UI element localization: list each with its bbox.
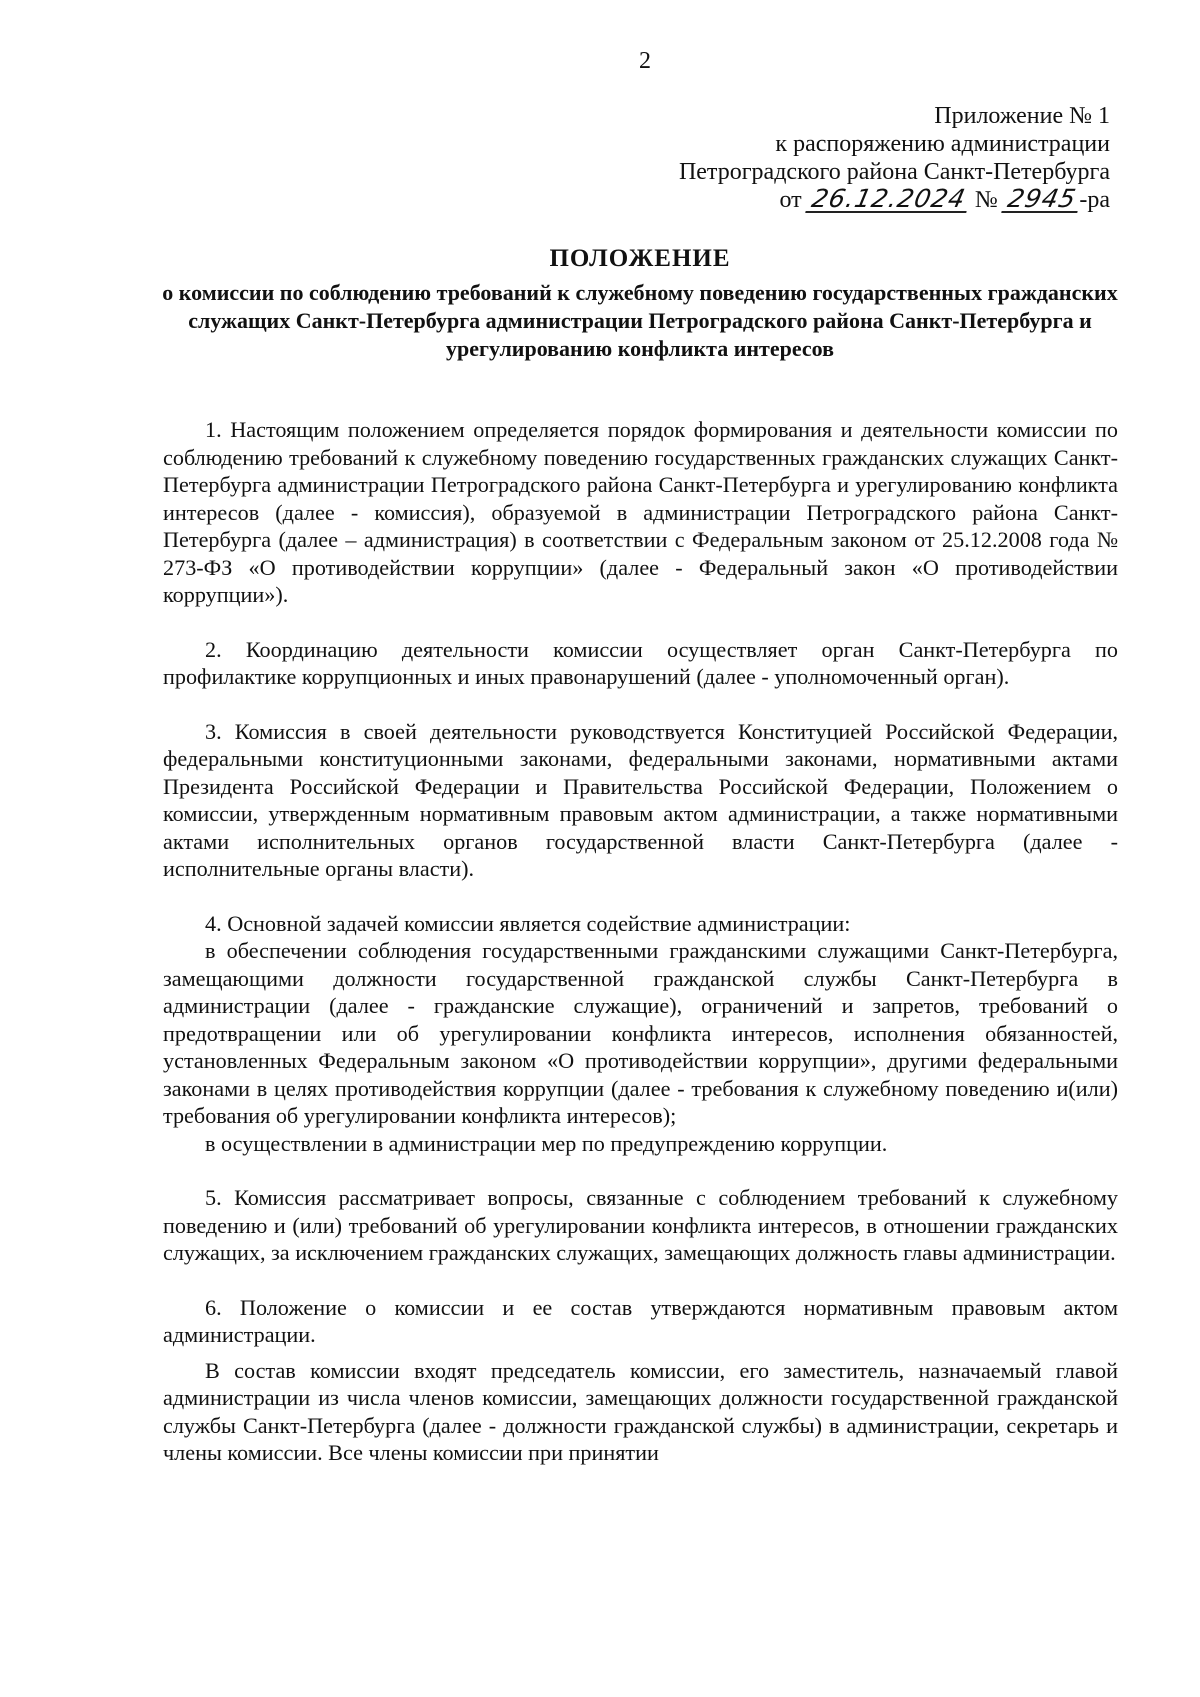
- document-title: [160, 245, 1120, 363]
- paragraph-2: 2. Координацию деятельности комиссии осуществляет орган Санкт-Петербурга по профилактике коррупционных и иных правонарушений (далее - уполномоченный орган).: [163, 636, 1118, 689]
- paragraph-4-item-b: в осуществлении в администрации мер по предупреждению коррупции.: [205, 1130, 888, 1156]
- title-main: ПОЛОЖЕНИЕ: [549, 245, 731, 272]
- date-prefix: от: [779, 187, 802, 213]
- paragraph-4-intro: 4. Основной задачей комиссии является содействие администрации:: [205, 910, 851, 936]
- title-subtitle: о комиссии по соблюдению требований к служебному поведению государственных гражданских служащих Санкт-Петербурга администрации Петроградского района Санкт-Петербурга и урегулированию конфликта интересов: [162, 280, 1118, 361]
- document-body: [163, 416, 1118, 1467]
- page-number: 2: [639, 48, 651, 74]
- paragraph-3: 3. Комиссия в своей деятельности руководствуется Конституцией Российской Федерации, федеральными конституционными законами, федеральными законами, нормативными актами Президента Российской Федерации и Правительства Российской Федерации, Положением о комиссии, утвержденным нормативным правовым актом администрации, а также нормативными актами исполнительных органов государственной власти Санкт-Петербурга (далее - исполнительные органы власти).: [163, 718, 1118, 881]
- number-prefix: №: [974, 187, 998, 213]
- appendix-district: Петроградского района Санкт-Петербурга: [678, 159, 1110, 185]
- handwritten-number: 2945: [1001, 187, 1082, 213]
- paragraph-5: 5. Комиссия рассматривает вопросы, связанные с соблюдением требований к служебному поведению и (или) требований об урегулировании конфликта интересов, в отношении гражданских служащих, за исключением гражданских служащих, замещающих должность главы администрации.: [163, 1185, 1118, 1265]
- paragraph-6-composition: В состав комиссии входят председатель комиссии, его заместитель, назначаемый главой администрации из числа членов комиссии, замещающих должности государственной гражданской службы Санкт-Петербурга (далее - должности гражданской службы) в администрации, секретарь и члены комиссии. Все члены комиссии при принятии: [163, 1357, 1118, 1465]
- appendix-header: [679, 102, 1110, 214]
- number-suffix: -ра: [1079, 187, 1110, 213]
- paragraph-6: 6. Положение о комиссии и ее состав утверждаются нормативным правовым актом администрации.: [163, 1294, 1118, 1347]
- appendix-date-number: [679, 186, 1110, 214]
- appendix-reference: к распоряжению администрации: [775, 131, 1110, 157]
- paragraph-4-item-a: в обеспечении соблюдения государственными гражданскими служащими Санкт-Петербурга, замещающими должности государственной гражданской службы Санкт-Петербурга в администрации (далее - гражданские служащие), ограничений и запретов, требований о предотвращении или об урегулировании конфликта интересов, исполнения обязанностей, установленных Федеральным законом «О противодействии коррупции», другими федеральными законами в целях противодействия коррупции (далее - требования к служебному поведению и(или) требования об урегулировании конфликта интересов);: [163, 938, 1118, 1128]
- appendix-title: Приложение № 1: [934, 103, 1110, 129]
- paragraph-1: 1. Настоящим положением определяется порядок формирования и деятельности комиссии по соблюдению требований к служебному поведению государственных гражданских служащих Санкт-Петербурга администрации Петроградского района Санкт-Петербурга и урегулированию конфликта интересов (далее - комиссия), образуемой в администрации Петроградского района Санкт-Петербурга (далее – администрация) в соответствии с Федеральным законом от 25.12.2008 года № 273-ФЗ «О противодействии коррупции» (далее - Федеральный закон «О противодействии коррупции»).: [163, 417, 1118, 607]
- handwritten-date: 26.12.2024: [805, 187, 972, 213]
